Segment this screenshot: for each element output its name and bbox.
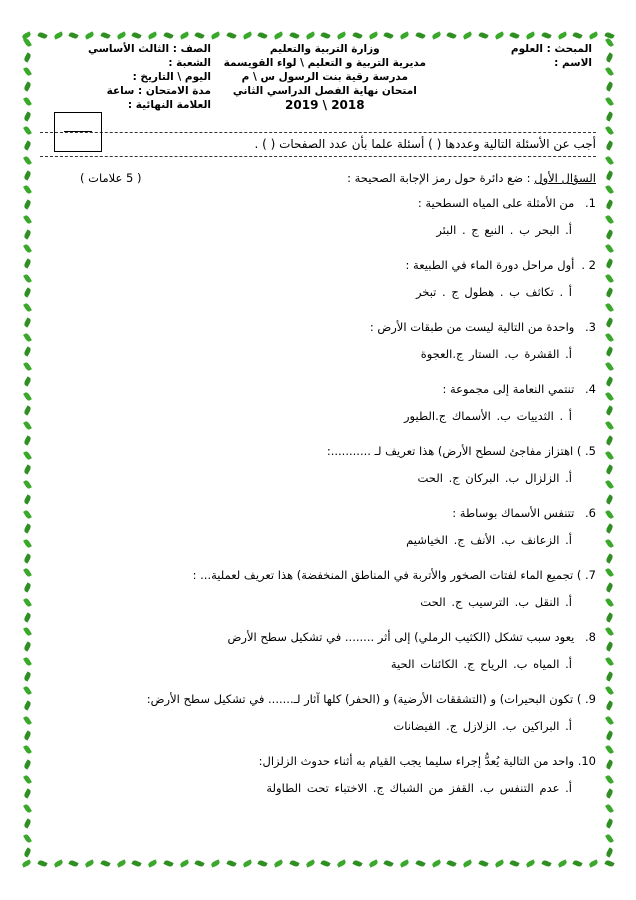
question-10 — [40, 749, 596, 773]
question-text: تكون البحيرات) و (التشققات الأرضية) و (الحفر) كلها آثار لـ....... في تشكيل سطح الأرض: — [146, 692, 574, 706]
leaf-icon — [605, 303, 614, 313]
leaf-icon — [431, 859, 441, 867]
leaf-icon — [462, 31, 472, 39]
leaf-icon — [210, 859, 220, 867]
leaf-icon — [23, 524, 32, 534]
leaf-icon — [605, 82, 614, 92]
leaf-icon — [23, 509, 32, 519]
question-4 — [40, 377, 596, 401]
leaf-icon — [605, 568, 614, 578]
leaf-icon — [53, 31, 63, 39]
exam-header — [40, 42, 596, 132]
leaf-icon — [23, 288, 32, 298]
leaf-icon — [23, 553, 32, 563]
leaf-icon — [605, 597, 614, 607]
question-5 — [40, 439, 596, 463]
leaf-icon — [242, 859, 252, 867]
question-options: أ . الثدييات ب. الأسماك ج.الطيور — [403, 409, 572, 423]
leaf-icon — [336, 859, 346, 867]
leaf-icon — [23, 479, 32, 489]
leaf-icon — [352, 31, 362, 39]
leaf-icon — [195, 31, 205, 39]
leaf-icon — [399, 31, 409, 39]
leaf-icon — [605, 848, 614, 858]
section-subtitle: : ضع دائرة حول رمز الإجابة الصحيحة : — [347, 171, 535, 185]
leaf-icon — [605, 833, 614, 843]
exam-label: امتحان نهاية الفصل الدراسي الثاني — [232, 85, 417, 97]
leaf-icon — [605, 450, 614, 460]
question-number: 3. — [585, 320, 596, 334]
leaf-icon — [605, 524, 614, 534]
date-label: اليوم \ التاريخ : — [132, 71, 211, 83]
leaf-icon — [541, 859, 551, 867]
leaf-icon — [431, 31, 441, 39]
question-options: أ. البراكين ب. الزلازل ج. الفيضانات — [393, 719, 572, 733]
leaf-icon — [604, 859, 614, 867]
question-options: أ. الزلزال ب. البركان ج. الحت — [417, 471, 572, 485]
leaf-icon — [605, 96, 614, 106]
leaf-icon — [23, 612, 32, 622]
leaf-icon — [368, 31, 378, 39]
leaf-icon — [23, 597, 32, 607]
leaf-icon — [305, 859, 315, 867]
leaf-icon — [100, 31, 110, 39]
leaf-icon — [605, 317, 614, 327]
question-options: أ. البحر ب . النبع ج . البئر — [436, 223, 572, 237]
leaf-icon — [69, 31, 79, 39]
leaf-icon — [23, 420, 32, 430]
leaf-icon — [573, 859, 583, 867]
leaf-icon — [605, 509, 614, 519]
leaf-icon — [23, 185, 32, 195]
decorative-border-left — [20, 40, 34, 856]
leaf-icon — [605, 258, 614, 268]
leaf-icon — [605, 656, 614, 666]
leaf-icon — [23, 155, 32, 165]
leaf-icon — [23, 376, 32, 386]
leaf-icon — [23, 759, 32, 769]
leaf-icon — [23, 789, 32, 799]
exam-page — [40, 42, 596, 811]
leaf-icon — [525, 859, 535, 867]
leaf-icon — [541, 31, 551, 39]
leaf-icon — [399, 859, 409, 867]
leaf-icon — [163, 859, 173, 867]
leaf-icon — [23, 804, 32, 814]
leaf-icon — [605, 288, 614, 298]
leaf-icon — [23, 140, 32, 150]
question-number: 4. — [585, 382, 596, 396]
leaf-icon — [605, 435, 614, 445]
leaf-icon — [557, 31, 567, 39]
question-number: 6. — [585, 506, 596, 520]
question-text: من الأمثلة على المياه السطحية : — [417, 196, 575, 210]
leaf-icon — [605, 759, 614, 769]
question-number: 10. — [577, 754, 596, 768]
question-1 — [40, 191, 596, 215]
leaf-icon — [23, 833, 32, 843]
final-mark-label: العلامة النهائية : — [127, 99, 211, 111]
leaf-icon — [494, 31, 504, 39]
grade-label: الصف : الثالث الأساسي — [87, 43, 211, 55]
leaf-icon — [23, 406, 32, 416]
final-mark-box — [54, 112, 102, 152]
question-text: واحدة من التالية ليست من طبقات الأرض : — [369, 320, 575, 334]
leaf-icon — [605, 199, 614, 209]
leaf-icon — [147, 859, 157, 867]
leaf-icon — [510, 31, 520, 39]
leaf-icon — [605, 479, 614, 489]
leaf-icon — [179, 859, 189, 867]
leaf-icon — [605, 627, 614, 637]
year-label: 2018 \ 2019 — [285, 98, 365, 112]
leaf-icon — [23, 96, 32, 106]
leaf-icon — [23, 774, 32, 784]
leaf-icon — [258, 31, 268, 39]
header-left-column — [88, 42, 211, 112]
leaf-icon — [573, 31, 583, 39]
leaf-icon — [605, 185, 614, 195]
leaf-icon — [605, 244, 614, 254]
leaf-icon — [21, 31, 31, 39]
leaf-icon — [605, 789, 614, 799]
leaf-icon — [210, 31, 220, 39]
leaf-icon — [116, 31, 126, 39]
leaf-icon — [23, 686, 32, 696]
leaf-icon — [478, 31, 488, 39]
leaf-icon — [23, 568, 32, 578]
leaf-icon — [37, 859, 47, 867]
leaf-icon — [605, 818, 614, 828]
leaf-icon — [23, 258, 32, 268]
leaf-icon — [23, 170, 32, 180]
question-2 — [40, 253, 596, 277]
leaf-icon — [415, 31, 425, 39]
leaf-icon — [605, 730, 614, 740]
leaf-icon — [100, 859, 110, 867]
leaf-icon — [605, 553, 614, 563]
leaf-icon — [53, 859, 63, 867]
leaf-icon — [23, 494, 32, 504]
leaf-icon — [447, 31, 457, 39]
leaf-icon — [23, 214, 32, 224]
leaf-icon — [605, 774, 614, 784]
question-text: واحد من التالية يُعدُّ إجراء سليما يجب القيام به أثناء حدوث الزلزال: — [258, 754, 575, 768]
leaf-icon — [557, 859, 567, 867]
leaf-icon — [23, 848, 32, 858]
decorative-border-bottom — [22, 856, 614, 870]
leaf-icon — [605, 715, 614, 725]
leaf-icon — [605, 804, 614, 814]
leaf-icon — [384, 859, 394, 867]
leaf-icon — [23, 745, 32, 755]
question-number: 8. — [585, 630, 596, 644]
question-number: 5. ) — [576, 444, 596, 458]
leaf-icon — [23, 450, 32, 460]
leaf-icon — [69, 859, 79, 867]
question-text: يعود سبب تشكل (الكثيب الرملي) إلى أثر ........ في تشكيل سطح الأرض — [227, 630, 575, 644]
leaf-icon — [605, 126, 614, 136]
section-label: الشعبة : — [168, 57, 211, 69]
section-marks: ( 5 علامات ) — [80, 171, 142, 185]
leaf-icon — [23, 391, 32, 401]
leaf-icon — [604, 31, 614, 39]
leaf-icon — [23, 465, 32, 475]
leaf-icon — [84, 859, 94, 867]
leaf-icon — [605, 52, 614, 62]
leaf-icon — [23, 82, 32, 92]
ministry-label: وزارة التربية والتعليم — [269, 43, 380, 55]
leaf-icon — [605, 155, 614, 165]
leaf-icon — [84, 31, 94, 39]
leaf-icon — [23, 362, 32, 372]
leaf-icon — [132, 859, 142, 867]
name-label: الاسم : — [554, 57, 592, 69]
leaf-icon — [226, 859, 236, 867]
leaf-icon — [23, 229, 32, 239]
question-list — [40, 191, 596, 811]
leaf-icon — [23, 656, 32, 666]
leaf-icon — [588, 31, 598, 39]
subject-label: المبحث : العلوم — [510, 43, 592, 55]
leaf-icon — [368, 859, 378, 867]
leaf-icon — [37, 31, 47, 39]
leaf-icon — [605, 229, 614, 239]
leaf-icon — [605, 376, 614, 386]
leaf-icon — [289, 31, 299, 39]
leaf-icon — [605, 494, 614, 504]
question-options: أ . تكاثف ب . هطول ج . تبخر — [415, 285, 572, 299]
leaf-icon — [605, 420, 614, 430]
leaf-icon — [510, 859, 520, 867]
leaf-icon — [605, 111, 614, 121]
question-text: تتنفس الأسماك بوساطة : — [452, 506, 575, 520]
leaf-icon — [23, 126, 32, 136]
leaf-icon — [23, 273, 32, 283]
leaf-icon — [605, 700, 614, 710]
leaf-icon — [605, 362, 614, 372]
leaf-icon — [605, 214, 614, 224]
question-text: تنتمي النعامة إلى مجموعة : — [442, 382, 575, 396]
leaf-icon — [588, 859, 598, 867]
question-number: 9. ) — [576, 692, 596, 706]
instruction-text: أجب عن الأسئلة التالية وعددها ( ) أسئلة علما بأن عدد الصفحات ( ) . — [254, 137, 596, 151]
question-number: 2 . — [581, 258, 596, 272]
leaf-icon — [258, 859, 268, 867]
duration-label: مدة الامتحان : ساعة — [106, 85, 211, 97]
question-7 — [40, 563, 596, 587]
leaf-icon — [478, 859, 488, 867]
question-options: أ. عدم التنفس ب. القفز من الشباك ج. الاختباء تحت الطاولة — [266, 781, 572, 795]
leaf-icon — [23, 715, 32, 725]
school-label: مدرسة رقية بنت الرسول س \ م — [241, 71, 408, 83]
decorative-border-top — [22, 28, 614, 42]
question-number: 1. — [585, 196, 596, 210]
question-text: تجميع الماء لفتات الصخور والأتربة في المناطق المنخفضة) هذا تعريف لعملية... : — [192, 568, 574, 582]
leaf-icon — [384, 31, 394, 39]
question-text: اهتزاز مفاجئ لسطح الأرض) هذا تعريف لـ ...........: — [326, 444, 574, 458]
leaf-icon — [23, 332, 32, 342]
leaf-icon — [21, 859, 31, 867]
leaf-icon — [23, 730, 32, 740]
leaf-icon — [23, 244, 32, 254]
leaf-icon — [23, 583, 32, 593]
leaf-icon — [23, 199, 32, 209]
leaf-icon — [605, 67, 614, 77]
leaf-icon — [605, 347, 614, 357]
leaf-icon — [605, 406, 614, 416]
leaf-icon — [605, 37, 614, 47]
leaf-icon — [23, 317, 32, 327]
question-options: أ. النقل ب. الترسيب ج. الحت — [420, 595, 572, 609]
question-6 — [40, 501, 596, 525]
question-options: أ. القشرة ب. الستار ج.العجوة — [420, 347, 572, 361]
question-options: أ. المياه ب. الرياح ج. الكائنات الحية — [390, 657, 572, 671]
leaf-icon — [23, 37, 32, 47]
leaf-icon — [23, 671, 32, 681]
leaf-icon — [195, 859, 205, 867]
question-text: أول مراحل دورة الماء في الطبيعة : — [405, 258, 575, 272]
leaf-icon — [23, 347, 32, 357]
leaf-icon — [23, 435, 32, 445]
header-right-column — [511, 42, 592, 70]
directorate-label: مديرية التربية و التعليم \ لواء القويسمة — [223, 57, 426, 69]
leaf-icon — [23, 52, 32, 62]
leaf-icon — [179, 31, 189, 39]
leaf-icon — [23, 627, 32, 637]
leaf-icon — [494, 859, 504, 867]
leaf-icon — [605, 170, 614, 180]
leaf-icon — [605, 612, 614, 622]
leaf-icon — [147, 31, 157, 39]
leaf-icon — [605, 465, 614, 475]
leaf-icon — [23, 111, 32, 121]
question-9 — [40, 687, 596, 711]
leaf-icon — [605, 583, 614, 593]
leaf-icon — [605, 273, 614, 283]
leaf-icon — [163, 31, 173, 39]
leaf-icon — [289, 859, 299, 867]
leaf-icon — [336, 31, 346, 39]
leaf-icon — [605, 332, 614, 342]
leaf-icon — [23, 538, 32, 548]
leaf-icon — [242, 31, 252, 39]
leaf-icon — [321, 31, 331, 39]
decorative-border-right — [602, 40, 616, 856]
divider-bottom — [40, 156, 596, 157]
leaf-icon — [23, 67, 32, 77]
section-title-text: السؤال الأول — [534, 171, 596, 185]
question-8 — [40, 625, 596, 649]
section-title — [40, 171, 596, 191]
question-number: 7. ) — [576, 568, 596, 582]
leaf-icon — [23, 303, 32, 313]
leaf-icon — [352, 859, 362, 867]
leaf-icon — [605, 671, 614, 681]
leaf-icon — [23, 818, 32, 828]
leaf-icon — [305, 31, 315, 39]
leaf-icon — [132, 31, 142, 39]
leaf-icon — [226, 31, 236, 39]
question-3 — [40, 315, 596, 339]
leaf-icon — [605, 686, 614, 696]
question-options: أ. الزعانف ب. الأنف ج. الخياشيم — [406, 533, 572, 547]
leaf-icon — [447, 859, 457, 867]
leaf-icon — [273, 31, 283, 39]
header-middle-column — [224, 42, 426, 112]
leaf-icon — [462, 859, 472, 867]
leaf-icon — [116, 859, 126, 867]
leaf-icon — [23, 700, 32, 710]
leaf-icon — [605, 745, 614, 755]
leaf-icon — [605, 538, 614, 548]
leaf-icon — [23, 641, 32, 651]
leaf-icon — [525, 31, 535, 39]
leaf-icon — [605, 391, 614, 401]
leaf-icon — [415, 859, 425, 867]
leaf-icon — [605, 140, 614, 150]
leaf-icon — [321, 859, 331, 867]
leaf-icon — [273, 859, 283, 867]
leaf-icon — [605, 641, 614, 651]
